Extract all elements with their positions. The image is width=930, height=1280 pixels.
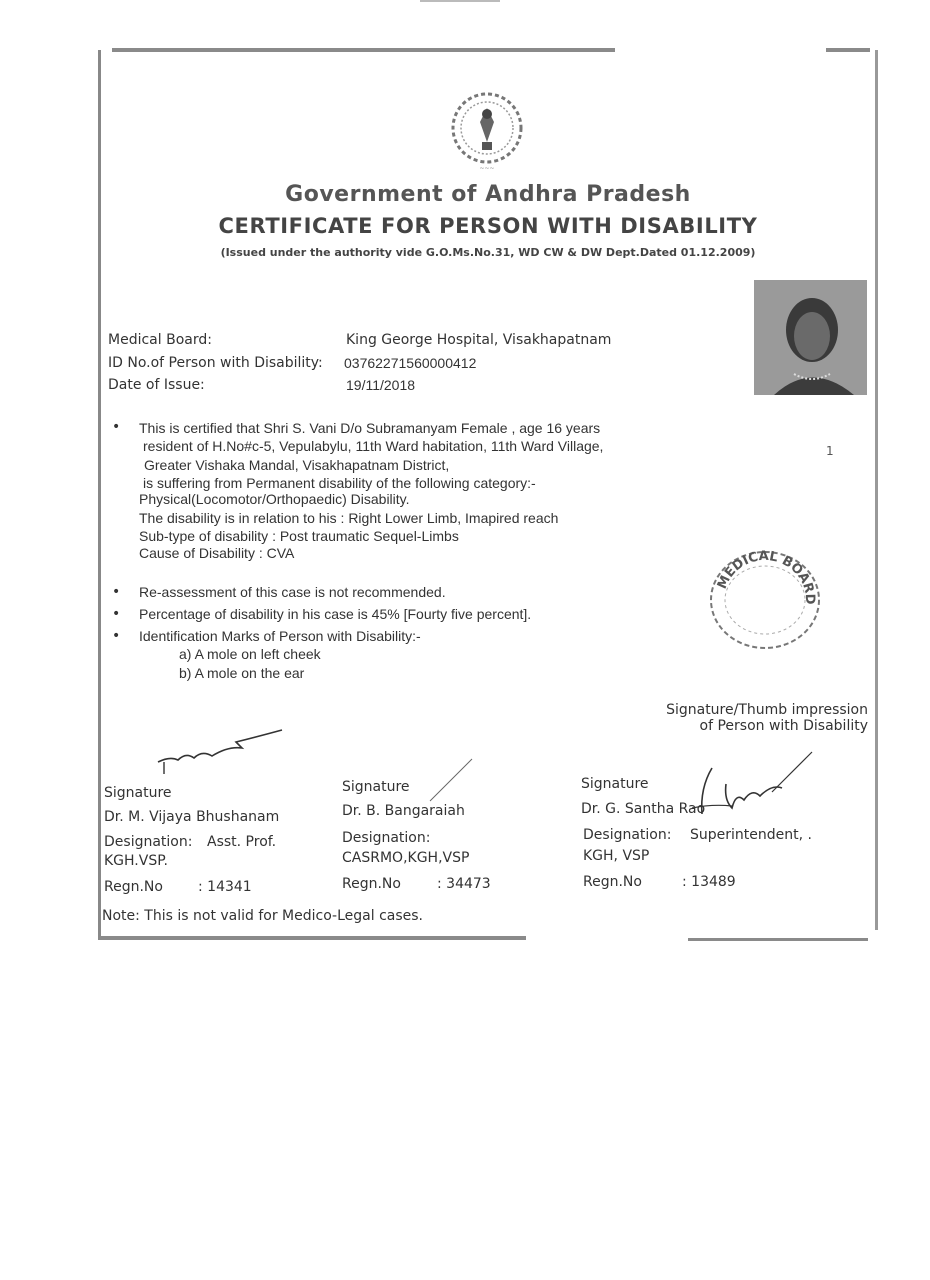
certification-line-5: Physical(Locomotor/Orthopaedic) Disability. [139,491,410,507]
certification-line-6: The disability is in relation to his : Right Lower Limb, Imapired reach [139,510,559,526]
stamp-text: MEDICAL BOARD [714,548,818,605]
designation-line2-3: KGH, VSP [583,848,650,864]
state-emblem-icon [444,88,530,174]
designation-label-3: Designation: [583,827,672,843]
scan-artifact-line [420,0,500,2]
reassessment-text: Re-assessment of this case is not recommended. [139,584,446,600]
id-value: 03762271560000412 [344,355,477,371]
mark-a: a) A mole on left cheek [179,646,321,662]
designation-1: Asst. Prof. [207,834,277,850]
person-photo [754,280,867,395]
certification-line-7: Sub-type of disability : Post traumatic Sequel-Limbs [139,528,459,544]
thumb-line-1: Signature/Thumb impression [666,702,868,718]
certificate-title: CERTIFICATE FOR PERSON WITH DISABILITY [218,214,758,238]
authority-subtitle: (Issued under the authority vide G.O.Ms.No.31, WD CW & DW Dept.Dated 01.12.2009) [220,246,756,259]
bullet: • [112,419,121,435]
certification-line-1: This is certified that Shri S. Vani D/o Subramanyam Female , age 16 years [139,420,601,436]
border-bottom [100,936,526,940]
regn-2: : 34473 [437,876,491,892]
svg-text:MEDICAL BOARD [715,549,817,605]
thumb-line-2: of Person with Disability [699,718,868,734]
identification-text: Identification Marks of Person with Disability:- [139,628,421,644]
border-top-right [826,48,870,52]
date-label: Date of Issue: [108,377,205,393]
medical-board-label: Medical Board: [108,332,212,348]
signature-label-3: Signature [581,776,649,792]
regn-label-2: Regn.No [342,876,401,892]
bullet: • [112,584,121,600]
validity-note: Note: This is not valid for Medico-Legal cases. [102,908,424,924]
regn-3: : 13489 [682,874,736,890]
signature-label-2: Signature [342,779,410,795]
signatory-name-2: Dr. B. Bangaraiah [342,803,465,819]
regn-label-1: Regn.No [104,879,163,895]
medical-board-value: King George Hospital, Visakhapatnam [346,332,612,348]
border-top [112,48,615,52]
signature-label-1: Signature [104,785,172,801]
designation-line2-1: KGH.VSP. [104,853,168,869]
government-title: Government of Andhra Pradesh [285,182,691,207]
designation-label-1: Designation: [104,834,193,850]
signatory-name-3: Dr. G. Santha Rao [581,801,706,817]
svg-text:~~~: ~~~ [479,165,495,172]
designation-3: Superintendent, . [690,827,812,843]
bullet: • [112,606,121,622]
certification-line-4: is suffering from Permanent disability of the following category:- [143,475,536,491]
designation-line2-2: CASRMO,KGH,VSP [342,850,470,866]
regn-label-3: Regn.No [583,874,642,890]
border-bottom-right [688,938,868,941]
side-note: 1 [826,444,834,458]
bullet: • [112,628,121,644]
certification-line-3: Greater Vishaka Mandal, Visakhapatnam District, [144,457,450,473]
percentage-text: Percentage of disability in his case is 45% [Fourty five percent]. [139,606,532,622]
certification-line-8: Cause of Disability : CVA [139,545,295,561]
regn-1: : 14341 [198,879,252,895]
medical-board-stamp [706,548,824,652]
date-value: 19/11/2018 [346,377,416,393]
certification-line-2: resident of H.No#c-5, Vepulabylu, 11th Ward habitation, 11th Ward Village, [143,438,604,454]
thumb-impression-label [600,702,868,734]
handwritten-signature-2 [420,755,480,805]
signatory-name-1: Dr. M. Vijaya Bhushanam [104,809,280,825]
id-label: ID No.of Person with Disability: [108,355,323,371]
handwritten-signature-1 [150,722,290,780]
designation-label-2: Designation: [342,830,431,846]
mark-b: b) A mole on the ear [179,665,305,681]
